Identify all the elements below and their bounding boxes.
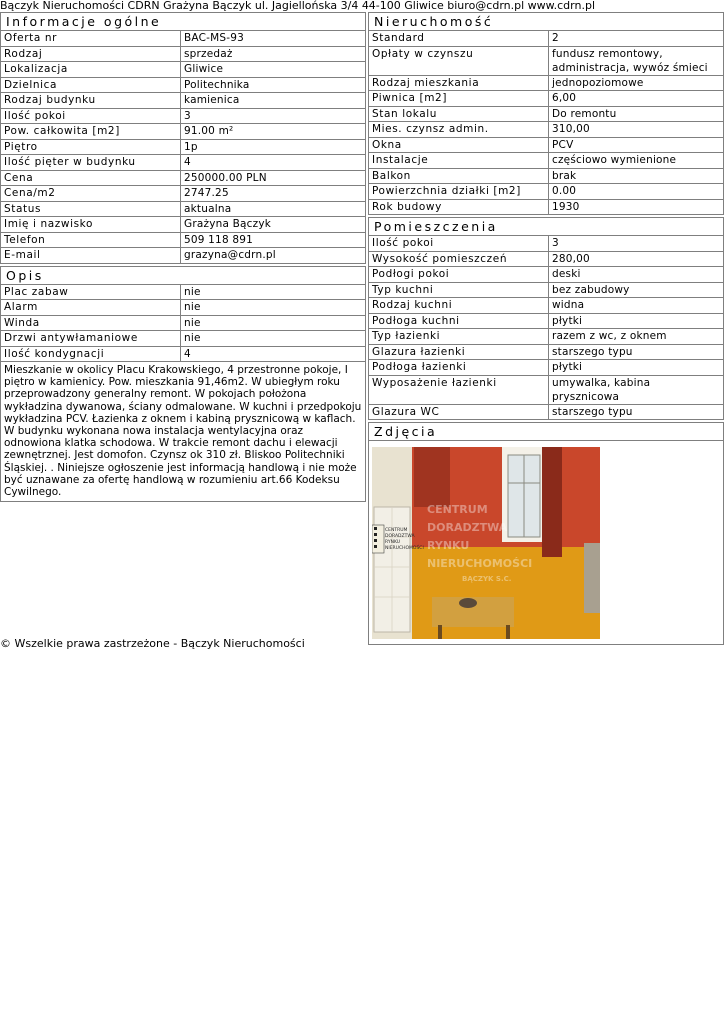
table-row — [369, 107, 723, 123]
row-value: 509 118 891 — [181, 233, 365, 249]
row-value: 4 — [181, 155, 365, 171]
row-label: Ilość pięter w budynku — [1, 155, 181, 171]
table-row — [1, 124, 365, 140]
row-value: 2747.25 — [181, 186, 365, 202]
photo-logo-line: DORADZTWA — [385, 534, 415, 539]
table-row — [369, 31, 723, 47]
section-title: Zdjęcia — [369, 423, 723, 441]
row-value: kamienica — [181, 93, 365, 109]
row-value: grazyna@cdrn.pl — [184, 249, 276, 261]
row-label: Cena — [1, 171, 181, 187]
table-row — [369, 329, 723, 345]
table-row — [1, 171, 365, 187]
row-value: jednopoziomowe — [549, 76, 723, 92]
row-value: 3 — [181, 109, 365, 125]
row-label: Piwnica [m2] — [369, 91, 549, 107]
row-label: Okna — [369, 138, 549, 154]
table-row — [369, 376, 723, 405]
row-value: płytki — [549, 360, 723, 376]
photo-container — [369, 441, 723, 644]
table-row — [1, 202, 365, 218]
row-value: 3 — [549, 236, 723, 252]
section-zdjecia — [368, 422, 724, 645]
row-label: Rodzaj mieszkania — [369, 76, 549, 92]
table-row — [369, 153, 723, 169]
row-value: aktualna — [181, 202, 365, 218]
photo-watermark-line: BĄCZYK S.C. — [462, 575, 512, 583]
row-label: Cena/m2 — [1, 186, 181, 202]
table-row — [369, 91, 723, 107]
row-value: 2 — [549, 31, 723, 47]
row-label: Drzwi antywłamaniowe — [1, 331, 181, 347]
section-title: Nieruchomość — [369, 13, 723, 31]
table-row — [369, 47, 723, 76]
row-value: 250000.00 PLN — [181, 171, 365, 187]
row-value: sprzedaż — [181, 47, 365, 63]
row-value: Grażyna Bączyk — [181, 217, 365, 233]
footer-copyright: © Wszelkie prawa zastrzeżone - Bączyk Nieruchomości — [0, 637, 305, 650]
row-label: Wysokość pomieszczeń — [369, 252, 549, 268]
row-value: 1p — [181, 140, 365, 156]
row-label: Opłaty w czynszu — [369, 47, 549, 76]
row-label: Wyposażenie łazienki — [369, 376, 549, 405]
photo-watermark-line: CENTRUM — [427, 503, 488, 516]
row-value: nie — [181, 300, 365, 316]
row-value: Do remontu — [549, 107, 723, 123]
photo-logo-line: CENTRUM — [385, 528, 408, 533]
description-text: Mieszkanie w okolicy Placu Krakowskiego, 4 przestronne pokoje, I piętro w kamienicy. Pow. mieszkania 91,46m2. W ubiegłym roku przeprowadzony generalny remont. W pokojach położona wykładzina dywanowa, ściany odmalowane. W kuchni i przedpokoju wykładzina PCV. Łazienka z oknem i kabiną prysznicową w kaflach. W budynku wykonana nowa instalacja wentylacyjna oraz odnowiona klatka schodowa. W trakcie remont dachu i elewacji zewnętrznej. Jest domofon. Czynsz ok 310 zł. Bliskoo Politechniki Śląskiej. . Niniejsze ogłoszenie jest informacją handlową i nie może być uznawane za ofertę handlową w rozumieniu art.66 Kodeksu Cywilnego. — [1, 361, 365, 501]
table-row — [1, 47, 365, 63]
row-value: Gliwice — [181, 62, 365, 78]
row-value: 4 — [184, 347, 191, 360]
table-row — [369, 298, 723, 314]
opis-table — [1, 285, 365, 362]
table-row — [369, 122, 723, 138]
table-row — [1, 285, 365, 301]
table-row — [1, 347, 365, 362]
row-label: Instalacje — [369, 153, 549, 169]
table-row — [1, 186, 365, 202]
table-row — [369, 184, 723, 200]
table-row — [369, 360, 723, 376]
row-value: 0.00 — [549, 184, 723, 200]
row-value: umywalka, kabina prysznicowa — [549, 376, 723, 405]
table-row — [369, 405, 723, 420]
row-label: Rok budowy — [369, 200, 549, 215]
table-row — [369, 236, 723, 252]
photo-logo-line: RYNKU — [385, 540, 401, 545]
row-value: nie — [181, 331, 365, 347]
row-label: Winda — [1, 316, 181, 332]
table-row — [1, 31, 365, 47]
table-row — [1, 233, 365, 249]
row-label: Podłogi pokoi — [369, 267, 549, 283]
row-value: razem z wc, z oknem — [549, 329, 723, 345]
table-row — [1, 93, 365, 109]
table-row — [1, 78, 365, 94]
table-row — [369, 252, 723, 268]
row-value: widna — [549, 298, 723, 314]
row-value: PCV — [549, 138, 723, 154]
table-row — [369, 267, 723, 283]
row-value: 1930 — [552, 200, 580, 213]
photo-watermark-line: DORADZTWA — [427, 521, 508, 534]
table-row — [369, 169, 723, 185]
table-row — [1, 155, 365, 171]
table-row — [1, 248, 365, 263]
section-informacje-ogolne — [0, 12, 366, 264]
row-label: E-mail — [1, 248, 181, 263]
row-value: nie — [181, 285, 365, 301]
section-title: Opis — [1, 267, 365, 285]
table-row — [369, 314, 723, 330]
kitchen-photo[interactable] — [372, 447, 600, 639]
table-row — [1, 62, 365, 78]
row-label: Rodzaj kuchni — [369, 298, 549, 314]
row-label: Rodzaj — [1, 47, 181, 63]
row-label: Rodzaj budynku — [1, 93, 181, 109]
row-label: Typ kuchni — [369, 283, 549, 299]
row-label: Oferta nr — [1, 31, 181, 47]
section-opis — [0, 266, 366, 503]
row-label: Lokalizacja — [1, 62, 181, 78]
row-label: Standard — [369, 31, 549, 47]
section-nieruchomosc — [368, 12, 724, 215]
nieruchomosc-table — [369, 31, 723, 214]
row-label: Balkon — [369, 169, 549, 185]
photo-watermark-line: NIERUCHOMOŚCI — [427, 557, 533, 570]
row-value: BAC-MS-93 — [181, 31, 365, 47]
section-title: Pomieszczenia — [369, 218, 723, 236]
row-label: Typ łazienki — [369, 329, 549, 345]
table-row — [1, 140, 365, 156]
row-value: bez zabudowy — [549, 283, 723, 299]
pomieszczenia-table — [369, 236, 723, 419]
section-title: Informacje ogólne — [1, 13, 365, 31]
row-label: Piętro — [1, 140, 181, 156]
row-label: Stan lokalu — [369, 107, 549, 123]
row-label: Mies. czynsz admin. — [369, 122, 549, 138]
row-label: Powierzchnia działki [m2] — [369, 184, 549, 200]
table-row — [369, 76, 723, 92]
table-row — [369, 283, 723, 299]
row-value: starszego typu — [552, 405, 633, 418]
table-row — [1, 300, 365, 316]
row-value: nie — [181, 316, 365, 332]
row-value: deski — [549, 267, 723, 283]
row-value: starszego typu — [549, 345, 723, 361]
section-pomieszczenia — [368, 217, 724, 420]
kitchen-photo-illustration — [372, 447, 600, 639]
row-label: Podłoga łazienki — [369, 360, 549, 376]
row-value: 310,00 — [549, 122, 723, 138]
table-row — [1, 109, 365, 125]
table-row — [1, 217, 365, 233]
row-label: Ilość kondygnacji — [1, 347, 181, 362]
row-value: brak — [549, 169, 723, 185]
row-label: Telefon — [1, 233, 181, 249]
photo-logo-line: NIERUCHOMOŚCI — [385, 546, 424, 551]
row-value: 91.00 m² — [181, 124, 365, 140]
row-value: częściowo wymienione — [549, 153, 723, 169]
right-column — [368, 12, 724, 647]
left-column — [0, 12, 366, 504]
row-label: Glazura łazienki — [369, 345, 549, 361]
row-label: Glazura WC — [369, 405, 549, 420]
row-label: Pow. całkowita [m2] — [1, 124, 181, 140]
row-label: Podłoga kuchni — [369, 314, 549, 330]
row-value: 6,00 — [549, 91, 723, 107]
row-value: płytki — [549, 314, 723, 330]
row-label: Ilość pokoi — [369, 236, 549, 252]
header-contact-line: Bączyk Nieruchomości CDRN Grażyna Bączyk ul. Jagiellońska 3/4 44-100 Gliwice biuro@cdrn.pl www.cdrn.pl — [0, 0, 595, 12]
row-label: Ilość pokoi — [1, 109, 181, 125]
row-label: Imię i nazwisko — [1, 217, 181, 233]
row-value: 280,00 — [549, 252, 723, 268]
table-row — [1, 331, 365, 347]
photo-watermark-line: RYNKU — [427, 539, 470, 552]
row-label: Plac zabaw — [1, 285, 181, 301]
row-value: fundusz remontowy, administracja, wywóz śmieci — [549, 47, 723, 76]
row-label: Dzielnica — [1, 78, 181, 94]
table-row — [369, 200, 723, 215]
row-label: Alarm — [1, 300, 181, 316]
info-table — [1, 31, 365, 263]
table-row — [369, 138, 723, 154]
table-row — [369, 345, 723, 361]
table-row — [1, 316, 365, 332]
row-value: Politechnika — [181, 78, 365, 94]
row-label: Status — [1, 202, 181, 218]
